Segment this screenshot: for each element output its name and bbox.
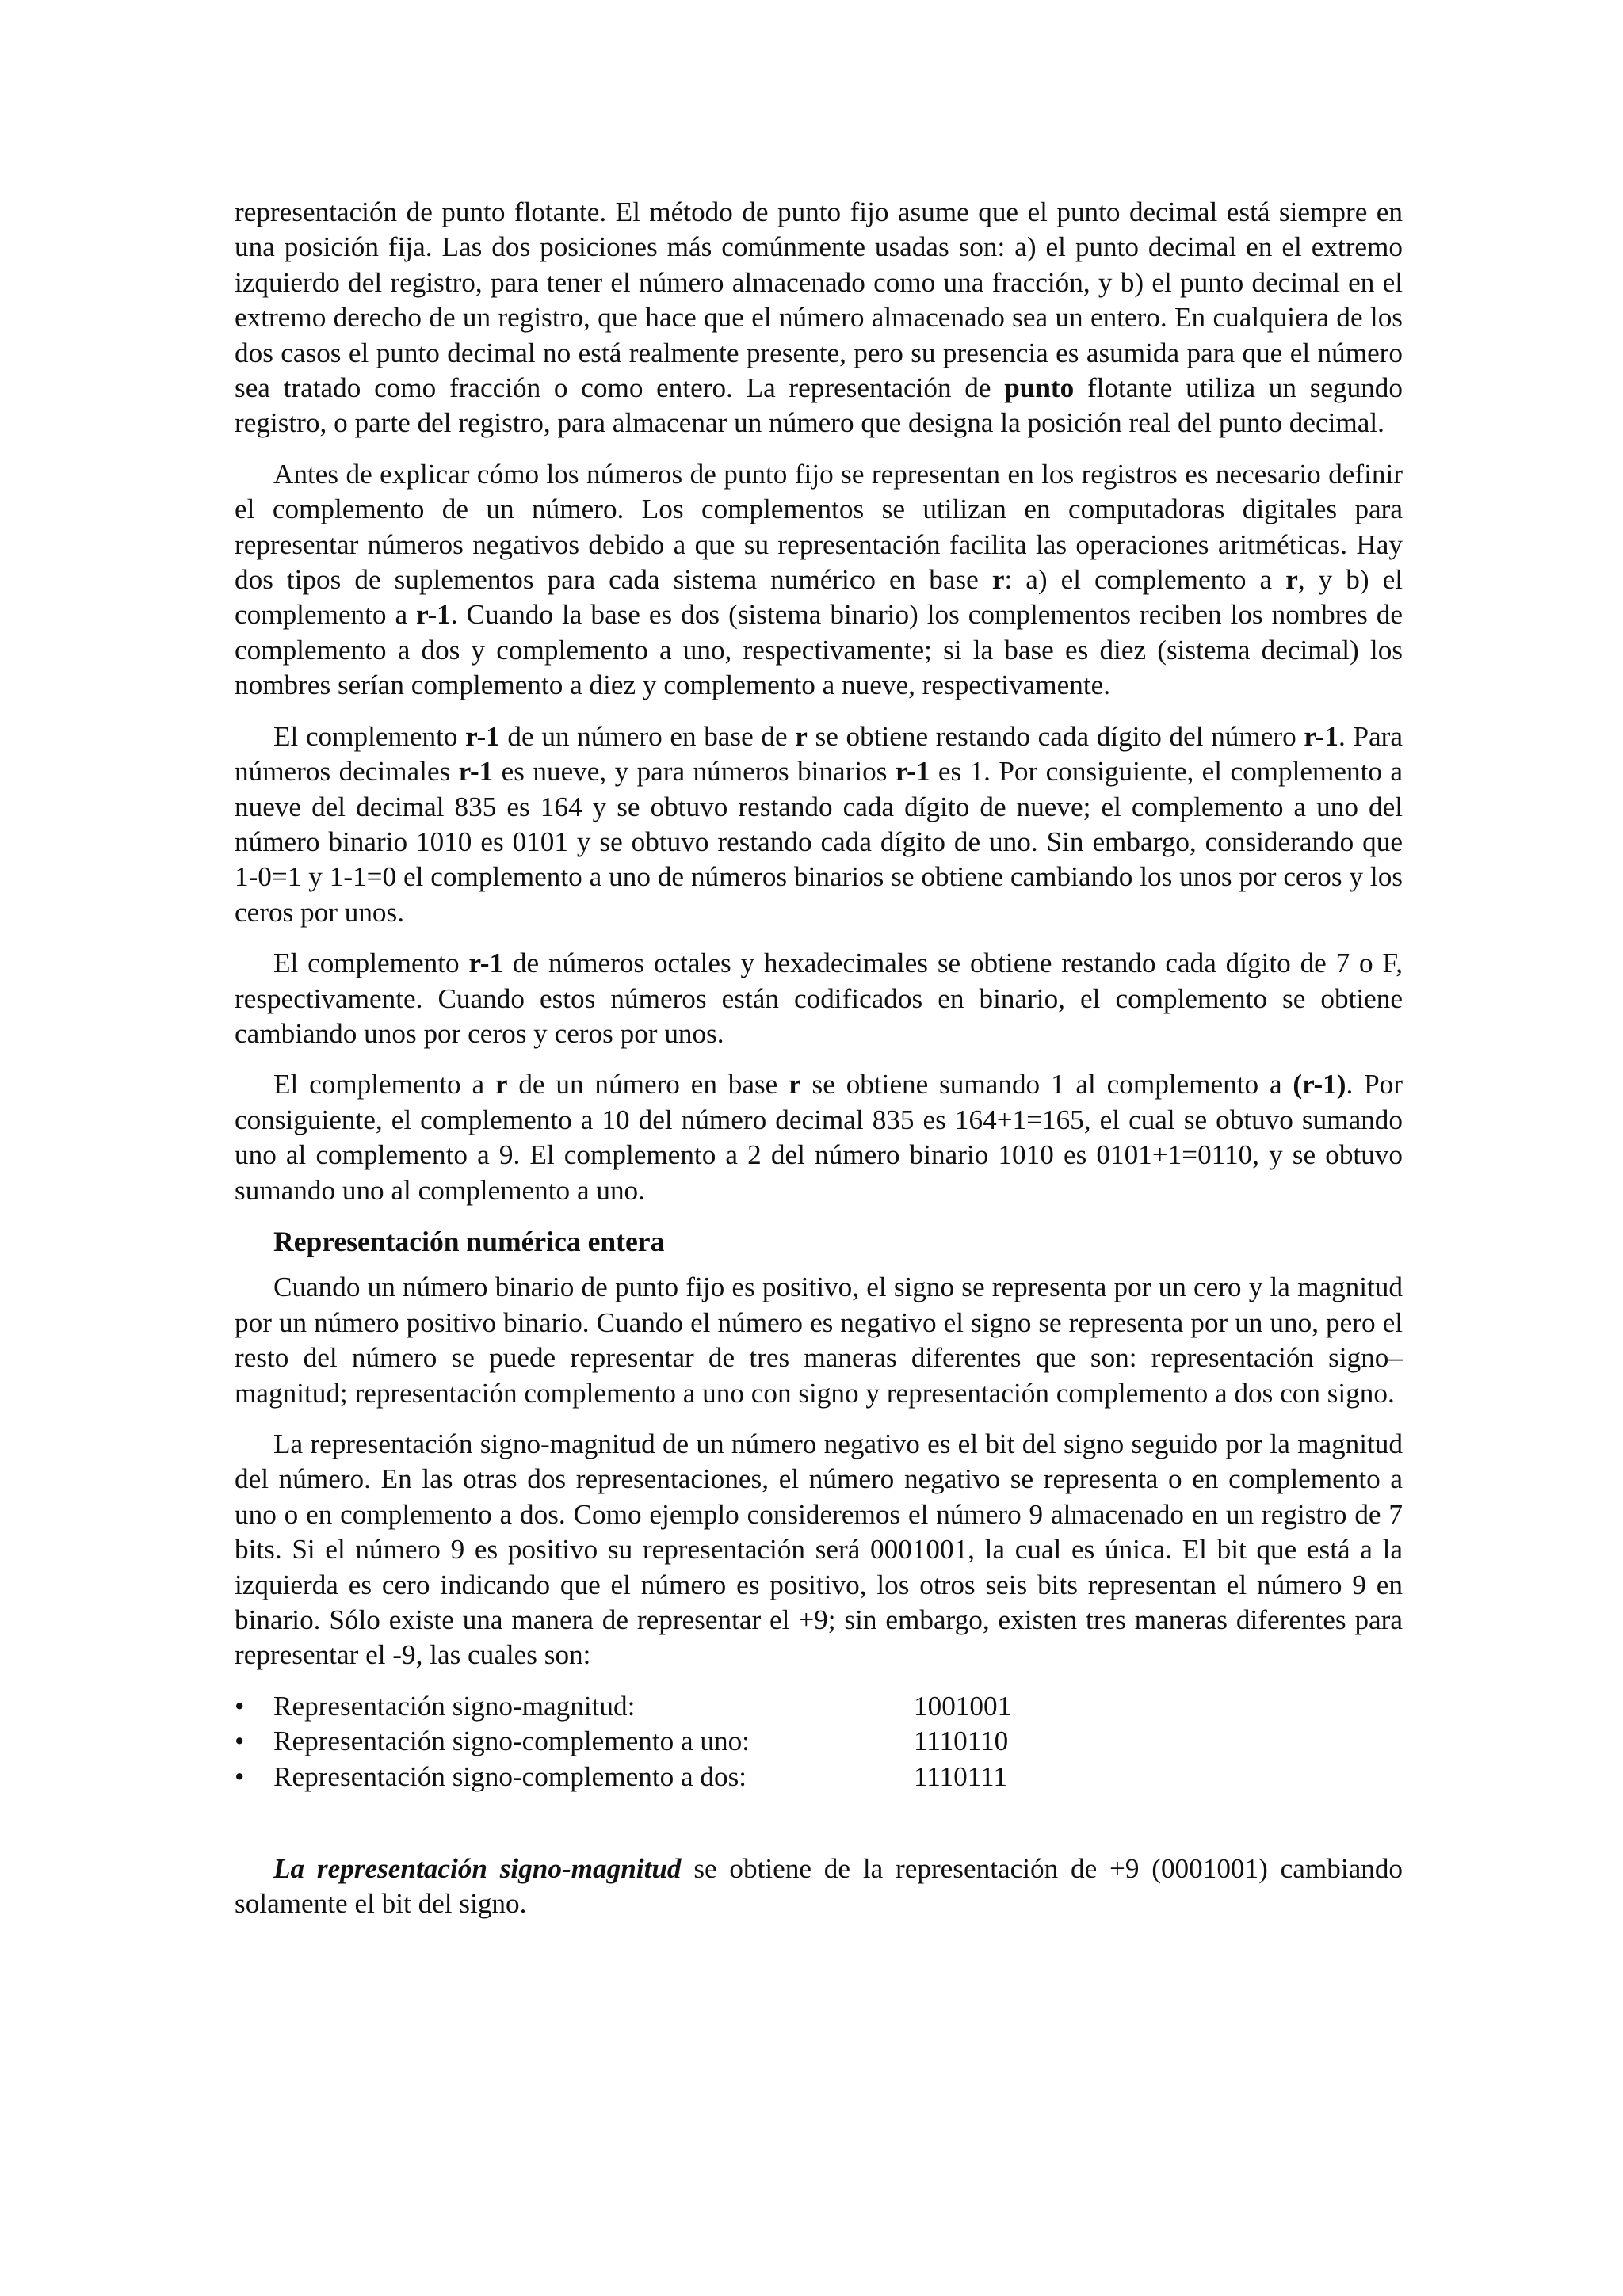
paragraph-complements-intro: Antes de explicar cómo los números de punto fijo se representan en los registros es necesario definir el complemento de un número. Los complementos se utilizan en computadoras digitales para representar números negativos debido a que su representación facilita las operaciones aritméticas. Hay dos tipos de suplementos para cada sistema numérico en base r: a) el complemento a r, y b) el complemento a r-1. Cuando la base es dos (sistema binario) los complementos reciben los nombres de complemento a dos y complemento a uno, respectivamente; si la base es diez (sistema decimal) los nombres serían complemento a diez y complemento a nueve, respectivamente. <box>235 458 1403 701</box>
paragraph-r-complement: El complemento a r de un número en base r se obtiene sumando 1 al complemento a (r-1). Por consiguiente, el complemento a 10 del número decimal 835 es 164+1=165, el cual se obtuvo sumando uno al complemento a 9. El complemento a 2 del número binario 1010 es 0101+1=0110, y se obtuvo sumando uno al complemento a uno. <box>235 1069 1403 1206</box>
bullet-icon: • <box>235 1690 245 1722</box>
list-item <box>235 1760 1403 1794</box>
document-page <box>235 195 1403 1938</box>
bullet-icon: • <box>235 1760 245 1792</box>
list-item-value: 1001001 <box>914 1690 1012 1722</box>
list-item-label: Representación signo-complemento a uno: <box>273 1726 750 1757</box>
list-item <box>235 1689 1403 1724</box>
bullet-icon: • <box>235 1726 245 1757</box>
paragraph-sign-magnitude-example: La representación signo-magnitud de un número negativo es el bit del signo seguido por la magnitud del número. En las otras dos representaciones, el número negativo se representa o en complemento a uno o en complemento a dos. Como ejemplo consideremos el número 9 almacenado en un registro de 7 bits. Si el número 9 es positivo su representación será 0001001, la cual es única. El bit que está a la izquierda es cero indicando que el número es positivo, los otros seis bits representan el número 9 en binario. Sólo existe una manera de representar el +9; sin embargo, existen tres maneras diferentes para representar el -9, las cuales son: <box>235 1428 1403 1671</box>
list-item-value: 1110111 <box>914 1760 1007 1792</box>
list-item-label: Representación signo-complemento a dos: <box>273 1760 747 1792</box>
representation-list <box>235 1689 1403 1794</box>
spacer <box>235 1794 1403 1852</box>
paragraph-fixed-floating-point: representación de punto flotante. El método de punto fijo asume que el punto decimal está siempre en una posición fija. Las dos posiciones más comúnmente usadas son: a) el punto decimal en el extremo izquierdo del registro, para tener el número almacenado como una fracción, y b) el punto decimal en el extremo derecho de un registro, que hace que el número almacenado sea un entero. En cualquiera de los dos casos el punto decimal no está realmente presente, pero su presencia es asumida para que el número sea tratado como fracción o como entero. La representación de punto flotante utiliza un segundo registro, o parte del registro, para almacenar un número que designa la posición real del punto decimal. <box>235 196 1403 439</box>
list-item-value: 1110110 <box>914 1726 1009 1757</box>
paragraph-signed-representation: Cuando un número binario de punto fijo es positivo, el signo se representa por un cero y la magnitud por un número positivo binario. Cuando el número es negativo el signo se representa por un uno, pero el resto del número se puede representar de tres maneras diferentes que son: representación signo–magnitud; representación complemento a uno con signo y representación complemento a dos con signo. <box>235 1272 1403 1409</box>
paragraph-r-minus-1-complement: El complemento r-1 de un número en base de r se obtiene restando cada dígito del número r-1. Para números decimales r-1 es nueve, y para números binarios r-1 es 1. Por consiguiente, el complemento a nueve del decimal 835 es 164 y se obtuvo restando cada dígito de nueve; el complemento a uno del número binario 1010 es 0101 y se obtuvo restando cada dígito de uno. Sin embargo, considerando que 1-0=1 y 1-1=0 el complemento a uno de números binarios se obtiene cambiando los unos por ceros y los ceros por unos. <box>235 720 1403 928</box>
paragraph-octal-hex-complement: El complemento r-1 de números octales y hexadecimales se obtiene restando cada dígito de 7 o F, respectivamente. Cuando estos números están codificados en binario, el complemento se obtiene cambiando unos por ceros y ceros por unos. <box>235 948 1403 1049</box>
section-heading: Representación numérica entera <box>273 1225 665 1257</box>
list-item-label: Representación signo-magnitud: <box>273 1690 636 1722</box>
list-item <box>235 1724 1403 1759</box>
paragraph-sign-magnitude-derivation: La representación signo-magnitud se obtiene de la representación de +9 (0001001) cambiando solamente el bit del signo. <box>235 1853 1403 1920</box>
